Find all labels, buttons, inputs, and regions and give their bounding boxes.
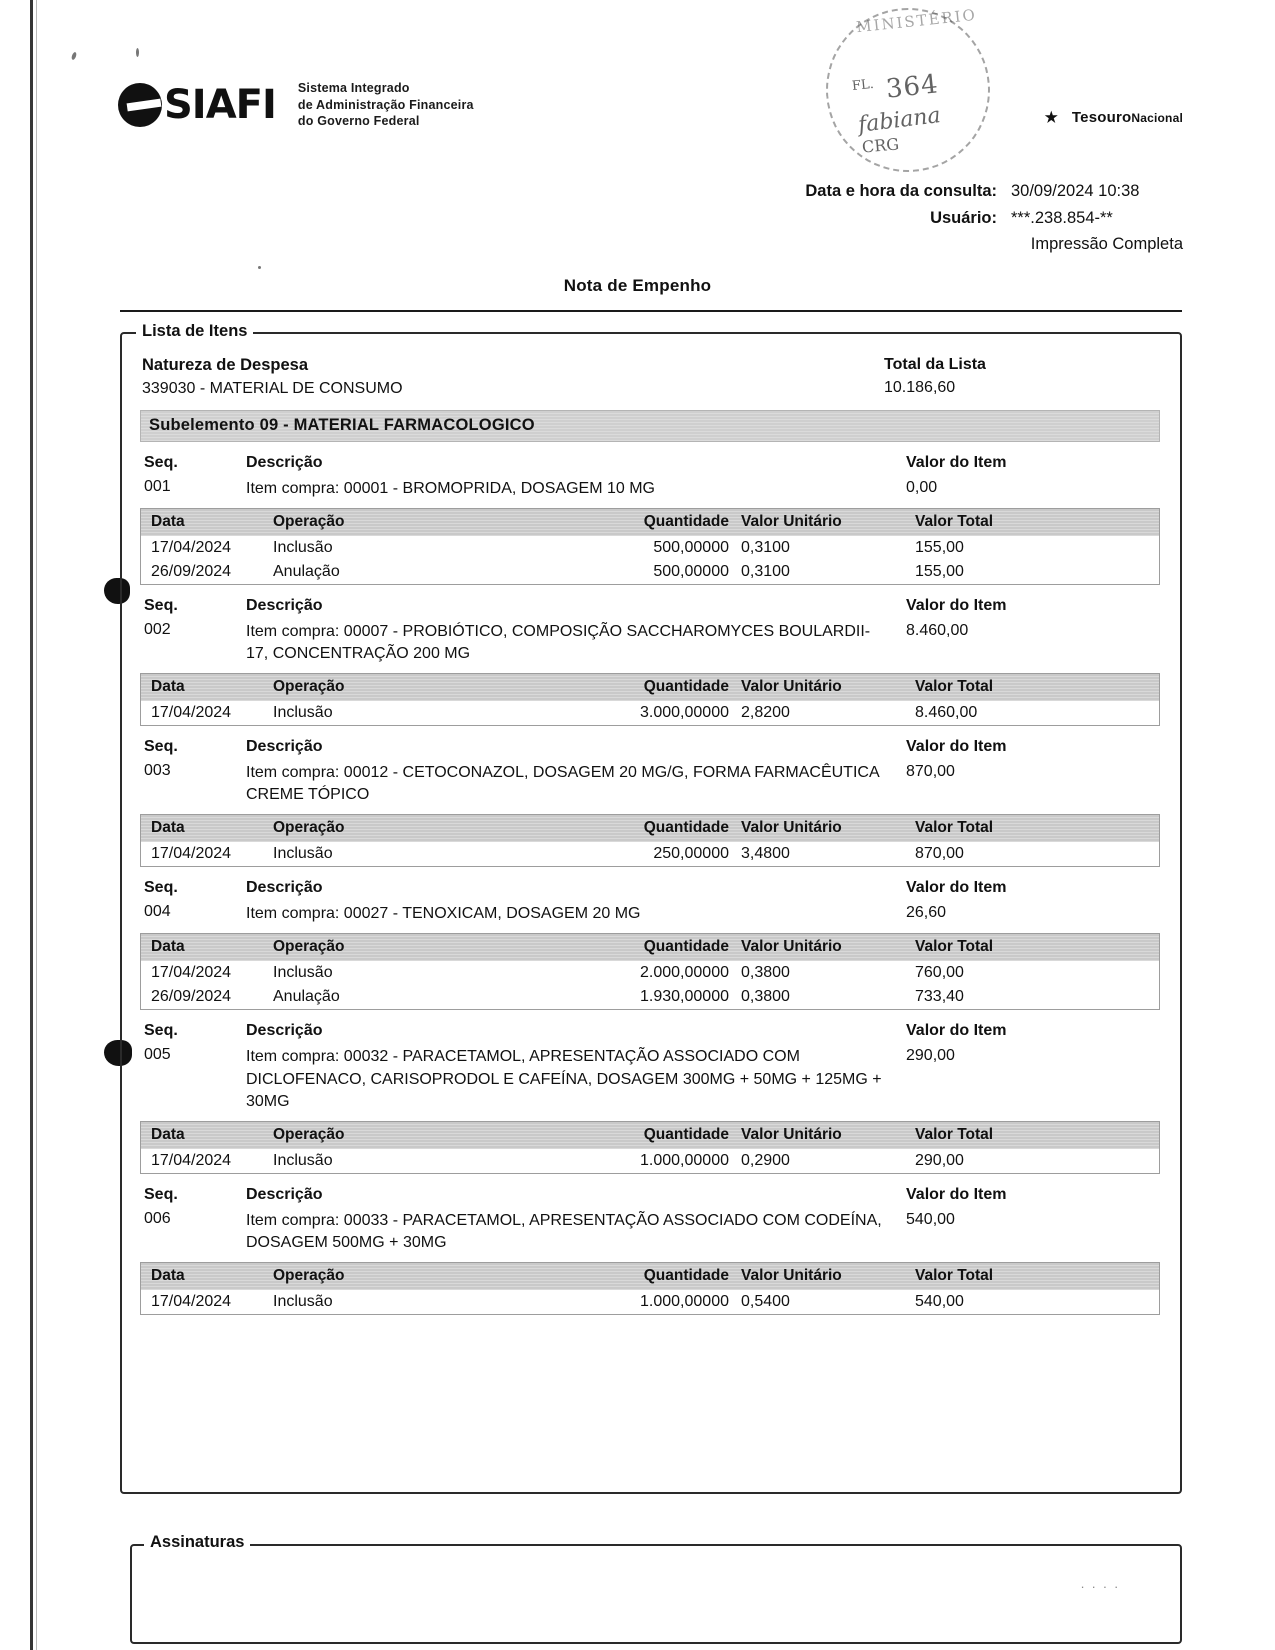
ops-header-unit-value: Valor Unitário <box>741 938 842 956</box>
header-item-value: Valor do Item <box>906 879 1007 897</box>
ops-total-value: 155,00 <box>915 563 964 581</box>
item-row <box>140 478 1160 500</box>
header-item-value: Valor do Item <box>906 738 1007 756</box>
item-seq: 006 <box>144 1209 171 1227</box>
operations-header-row <box>141 674 1159 701</box>
item-value: 26,60 <box>906 904 947 922</box>
stamp-number: 364 <box>884 69 941 105</box>
item-desc: Item compra: 00001 - BROMOPRIDA, DOSAGEM 10 MG <box>246 480 655 497</box>
consultation-datetime-value: 30/09/2024 10:38 <box>1011 182 1140 200</box>
ops-operation: Inclusão <box>273 845 333 863</box>
item-column-headers <box>140 1022 1160 1040</box>
ops-header-date: Data <box>151 938 185 956</box>
ops-date: 17/04/2024 <box>151 1292 232 1310</box>
signatures-box <box>130 1533 1182 1644</box>
print-mode: Impressão Completa <box>1030 235 1183 254</box>
ops-header-unit-value: Valor Unitário <box>741 678 842 696</box>
ops-total-value: 290,00 <box>915 1151 964 1169</box>
ops-total-value: 733,40 <box>915 988 964 1006</box>
ops-header-unit-value: Valor Unitário <box>741 513 842 531</box>
header-item-value: Valor do Item <box>906 454 1007 471</box>
scan-speck <box>136 48 139 57</box>
operations-row <box>141 560 1159 584</box>
ops-header-operation: Operação <box>273 1125 345 1143</box>
ops-header-total-value: Valor Total <box>915 938 994 956</box>
ops-quantity: 500,00000 <box>653 539 729 557</box>
ops-date: 17/04/2024 <box>151 845 232 863</box>
operations-row <box>141 701 1159 725</box>
ops-header-quantity: Quantidade <box>643 938 729 956</box>
list-total-label: Total da Lista <box>884 356 986 373</box>
ops-unit-value: 0,2900 <box>741 1151 790 1169</box>
user-label: Usuário: <box>930 208 997 227</box>
consultation-datetime-row <box>805 178 1183 205</box>
subelement-header: Subelemento 09 - MATERIAL FARMACOLOGICO <box>140 410 1160 442</box>
item-desc: Item compra: 00007 - PROBIÓTICO, COMPOSIÇÃO SACCHAROMYCES BOULARDII- 17, CONCENTRAÇÃO 200 MG <box>246 623 871 663</box>
ops-quantity: 1.000,00000 <box>640 1151 729 1169</box>
ops-unit-value: 3,4800 <box>741 845 790 863</box>
user-value: ***.238.854-** <box>1011 208 1113 227</box>
header-item-value: Valor do Item <box>906 597 1007 615</box>
item-value: 8.460,00 <box>906 622 969 640</box>
ops-header-date: Data <box>151 819 185 837</box>
list-total <box>884 356 1154 398</box>
ops-header-quantity: Quantidade <box>643 513 729 531</box>
siafi-subtitle-line2: de Administração Financeira <box>297 97 474 112</box>
ops-header-unit-value: Valor Unitário <box>741 1125 842 1143</box>
list-item <box>140 1022 1160 1173</box>
ops-header-unit-value: Valor Unitário <box>741 1266 842 1284</box>
page-title: Nota de Empenho <box>563 276 712 295</box>
ops-header-operation: Operação <box>273 678 345 696</box>
item-row <box>140 1210 1160 1254</box>
item-list-box <box>120 322 1182 1494</box>
item-column-headers <box>140 738 1160 756</box>
item-value: 0,00 <box>906 479 938 496</box>
operations-row <box>141 1149 1159 1173</box>
consultation-meta <box>805 178 1183 258</box>
ops-operation: Inclusão <box>273 964 333 982</box>
ops-quantity: 2.000,00000 <box>640 964 729 982</box>
list-total-value: 10.186,60 <box>884 379 956 396</box>
operations-header-row <box>141 1263 1159 1290</box>
item-value: 870,00 <box>906 763 955 781</box>
ops-header-date: Data <box>151 678 185 696</box>
stamp-fl-label: FL. <box>851 76 875 95</box>
ops-header-operation: Operação <box>273 513 345 531</box>
ops-quantity: 1.000,00000 <box>640 1292 729 1310</box>
tesouro-suffix: Nacional <box>1131 110 1183 125</box>
header-seq: Seq. <box>144 597 178 615</box>
ops-header-total-value: Valor Total <box>915 678 994 696</box>
item-column-headers <box>140 454 1160 472</box>
item-row <box>140 903 1160 925</box>
siafi-subtitle-line3: do Governo Federal <box>297 114 420 128</box>
header-desc: Descrição <box>246 1022 323 1040</box>
item-desc: Item compra: 00032 - PARACETAMOL, APRESENTAÇÃO ASSOCIADO COM DICLOFENACO, CARISOPRODOL E CAFEÍNA, DOSAGEM 300MG + 50MG + 125MG + 30MG <box>246 1048 882 1110</box>
ops-operation: Inclusão <box>273 1151 333 1169</box>
ops-header-total-value: Valor Total <box>915 1125 994 1143</box>
item-value: 290,00 <box>906 1047 955 1065</box>
ops-date: 17/04/2024 <box>151 1151 232 1169</box>
ops-header-total-value: Valor Total <box>915 819 994 837</box>
tesouro-prefix: Tesouro <box>1071 108 1132 126</box>
tesouro-nacional-icon: ⋆ <box>1040 97 1062 137</box>
operations-row <box>141 536 1159 560</box>
ops-header-date: Data <box>151 1125 185 1143</box>
signature-placeholder: . . . . <box>1080 1576 1120 1591</box>
ops-quantity: 250,00000 <box>653 845 729 863</box>
ops-date: 26/09/2024 <box>151 563 232 581</box>
tesouro-nacional-wordmark <box>1072 109 1183 126</box>
signatures-legend: Assinaturas <box>144 1533 250 1552</box>
header-desc: Descrição <box>246 1185 323 1203</box>
ops-date: 17/04/2024 <box>151 964 232 982</box>
stamp-department: CRG <box>861 134 900 157</box>
ops-header-unit-value: Valor Unitário <box>741 819 842 837</box>
ops-quantity: 500,00000 <box>653 563 729 581</box>
list-item <box>140 1186 1160 1315</box>
operations-row <box>141 985 1159 1009</box>
ops-total-value: 870,00 <box>915 845 964 863</box>
operations-table <box>140 508 1160 585</box>
ops-unit-value: 0,3800 <box>741 988 790 1006</box>
header-desc: Descrição <box>246 879 323 897</box>
ops-header-operation: Operação <box>273 938 345 956</box>
item-value: 540,00 <box>906 1210 955 1228</box>
siafi-subtitle-line1: Sistema Integrado <box>297 81 410 95</box>
ops-operation: Inclusão <box>273 539 333 557</box>
header-seq: Seq. <box>144 738 178 756</box>
ops-header-operation: Operação <box>273 819 345 837</box>
item-desc: Item compra: 00027 - TENOXICAM, DOSAGEM 20 MG <box>246 905 641 923</box>
ops-quantity: 1.930,00000 <box>640 988 729 1006</box>
list-item <box>140 454 1160 585</box>
ops-header-quantity: Quantidade <box>643 1125 729 1143</box>
operations-header-row <box>141 1122 1159 1149</box>
header-seq: Seq. <box>144 454 178 471</box>
item-list-legend: Lista de Itens <box>136 322 253 341</box>
nature-of-expense-row <box>140 356 1160 398</box>
list-item <box>140 597 1160 726</box>
item-column-headers <box>140 879 1160 897</box>
operations-table <box>140 1121 1160 1174</box>
header-desc: Descrição <box>246 597 323 615</box>
item-column-headers <box>140 597 1160 615</box>
ops-date: 17/04/2024 <box>151 539 232 557</box>
ops-header-date: Data <box>151 1266 185 1284</box>
ops-header-quantity: Quantidade <box>643 678 729 696</box>
ops-operation: Anulação <box>273 563 340 581</box>
list-item <box>140 738 1160 867</box>
header-seq: Seq. <box>144 1185 178 1203</box>
operations-row <box>141 1290 1159 1314</box>
header-seq: Seq. <box>144 879 178 897</box>
ops-unit-value: 0,3100 <box>741 539 790 557</box>
operations-table <box>140 814 1160 867</box>
siafi-subtitle <box>298 80 474 130</box>
nature-of-expense <box>142 356 403 398</box>
item-seq: 001 <box>144 478 171 495</box>
item-row <box>140 1046 1160 1112</box>
ops-date: 17/04/2024 <box>151 704 232 722</box>
consultation-datetime-label: Data e hora da consulta: <box>805 182 997 200</box>
item-seq: 002 <box>144 621 171 639</box>
item-list-inner <box>140 356 1160 1315</box>
ops-header-operation: Operação <box>273 1266 345 1284</box>
nature-value: 339030 - MATERIAL DE CONSUMO <box>142 380 403 397</box>
ops-header-quantity: Quantidade <box>643 1266 729 1284</box>
operations-table <box>140 1262 1160 1315</box>
ops-unit-value: 2,8200 <box>741 704 790 722</box>
operations-header-row <box>141 934 1159 961</box>
siafi-logo <box>118 80 474 130</box>
operations-table <box>140 673 1160 726</box>
header-seq: Seq. <box>144 1022 178 1040</box>
nature-label: Natureza de Despesa <box>142 356 308 374</box>
ops-operation: Inclusão <box>273 704 333 722</box>
header-desc: Descrição <box>246 738 323 756</box>
ops-date: 26/09/2024 <box>151 988 232 1006</box>
list-item <box>140 879 1160 1010</box>
ops-header-quantity: Quantidade <box>643 819 729 837</box>
scan-speck <box>258 266 261 269</box>
operations-row <box>141 842 1159 866</box>
ops-unit-value: 0,3800 <box>741 964 790 982</box>
tesouro-nacional-logo <box>1040 97 1183 137</box>
siafi-logo-icon <box>118 83 162 127</box>
ops-header-total-value: Valor Total <box>915 1266 994 1284</box>
operations-header-row <box>141 509 1159 536</box>
item-row <box>140 762 1160 806</box>
stamp-top-text: MINISTÉRIO <box>855 5 978 37</box>
siafi-wordmark: SIAFI <box>164 81 276 128</box>
item-desc: Item compra: 00012 - CETOCONAZOL, DOSAGEM 20 MG/G, FORMA FARMACÊUTICA CREME TÓPICO <box>246 764 879 804</box>
item-seq: 005 <box>144 1046 171 1064</box>
ops-total-value: 540,00 <box>915 1292 964 1310</box>
ops-quantity: 3.000,00000 <box>640 704 729 722</box>
header-divider <box>120 310 1182 312</box>
ops-operation: Inclusão <box>273 1292 333 1310</box>
ops-unit-value: 0,3100 <box>741 563 790 581</box>
ops-header-total-value: Valor Total <box>915 513 994 531</box>
operations-header-row <box>141 815 1159 842</box>
ops-header-date: Data <box>151 513 185 531</box>
ops-total-value: 155,00 <box>915 539 964 557</box>
operations-row <box>141 961 1159 985</box>
ops-total-value: 8.460,00 <box>915 704 978 722</box>
ops-unit-value: 0,5400 <box>741 1292 790 1310</box>
ops-operation: Anulação <box>273 988 340 1006</box>
item-seq: 003 <box>144 762 171 780</box>
header-item-value: Valor do Item <box>906 1185 1007 1203</box>
scan-edge-artifact-secondary <box>36 0 37 1650</box>
scan-edge-artifact <box>30 0 33 1650</box>
item-row <box>140 621 1160 665</box>
item-desc: Item compra: 00033 - PARACETAMOL, APRESENTAÇÃO ASSOCIADO COM CODEÍNA, DOSAGEM 500MG + 30MG <box>246 1211 882 1251</box>
header-desc: Descrição <box>246 454 323 471</box>
ops-total-value: 760,00 <box>915 964 964 982</box>
operations-table <box>140 933 1160 1010</box>
scan-speck <box>71 52 77 61</box>
item-seq: 004 <box>144 903 171 921</box>
user-row <box>805 205 1183 232</box>
item-column-headers <box>140 1186 1160 1204</box>
stamp-signature: fabiana <box>856 103 942 138</box>
header-item-value: Valor do Item <box>906 1022 1007 1040</box>
